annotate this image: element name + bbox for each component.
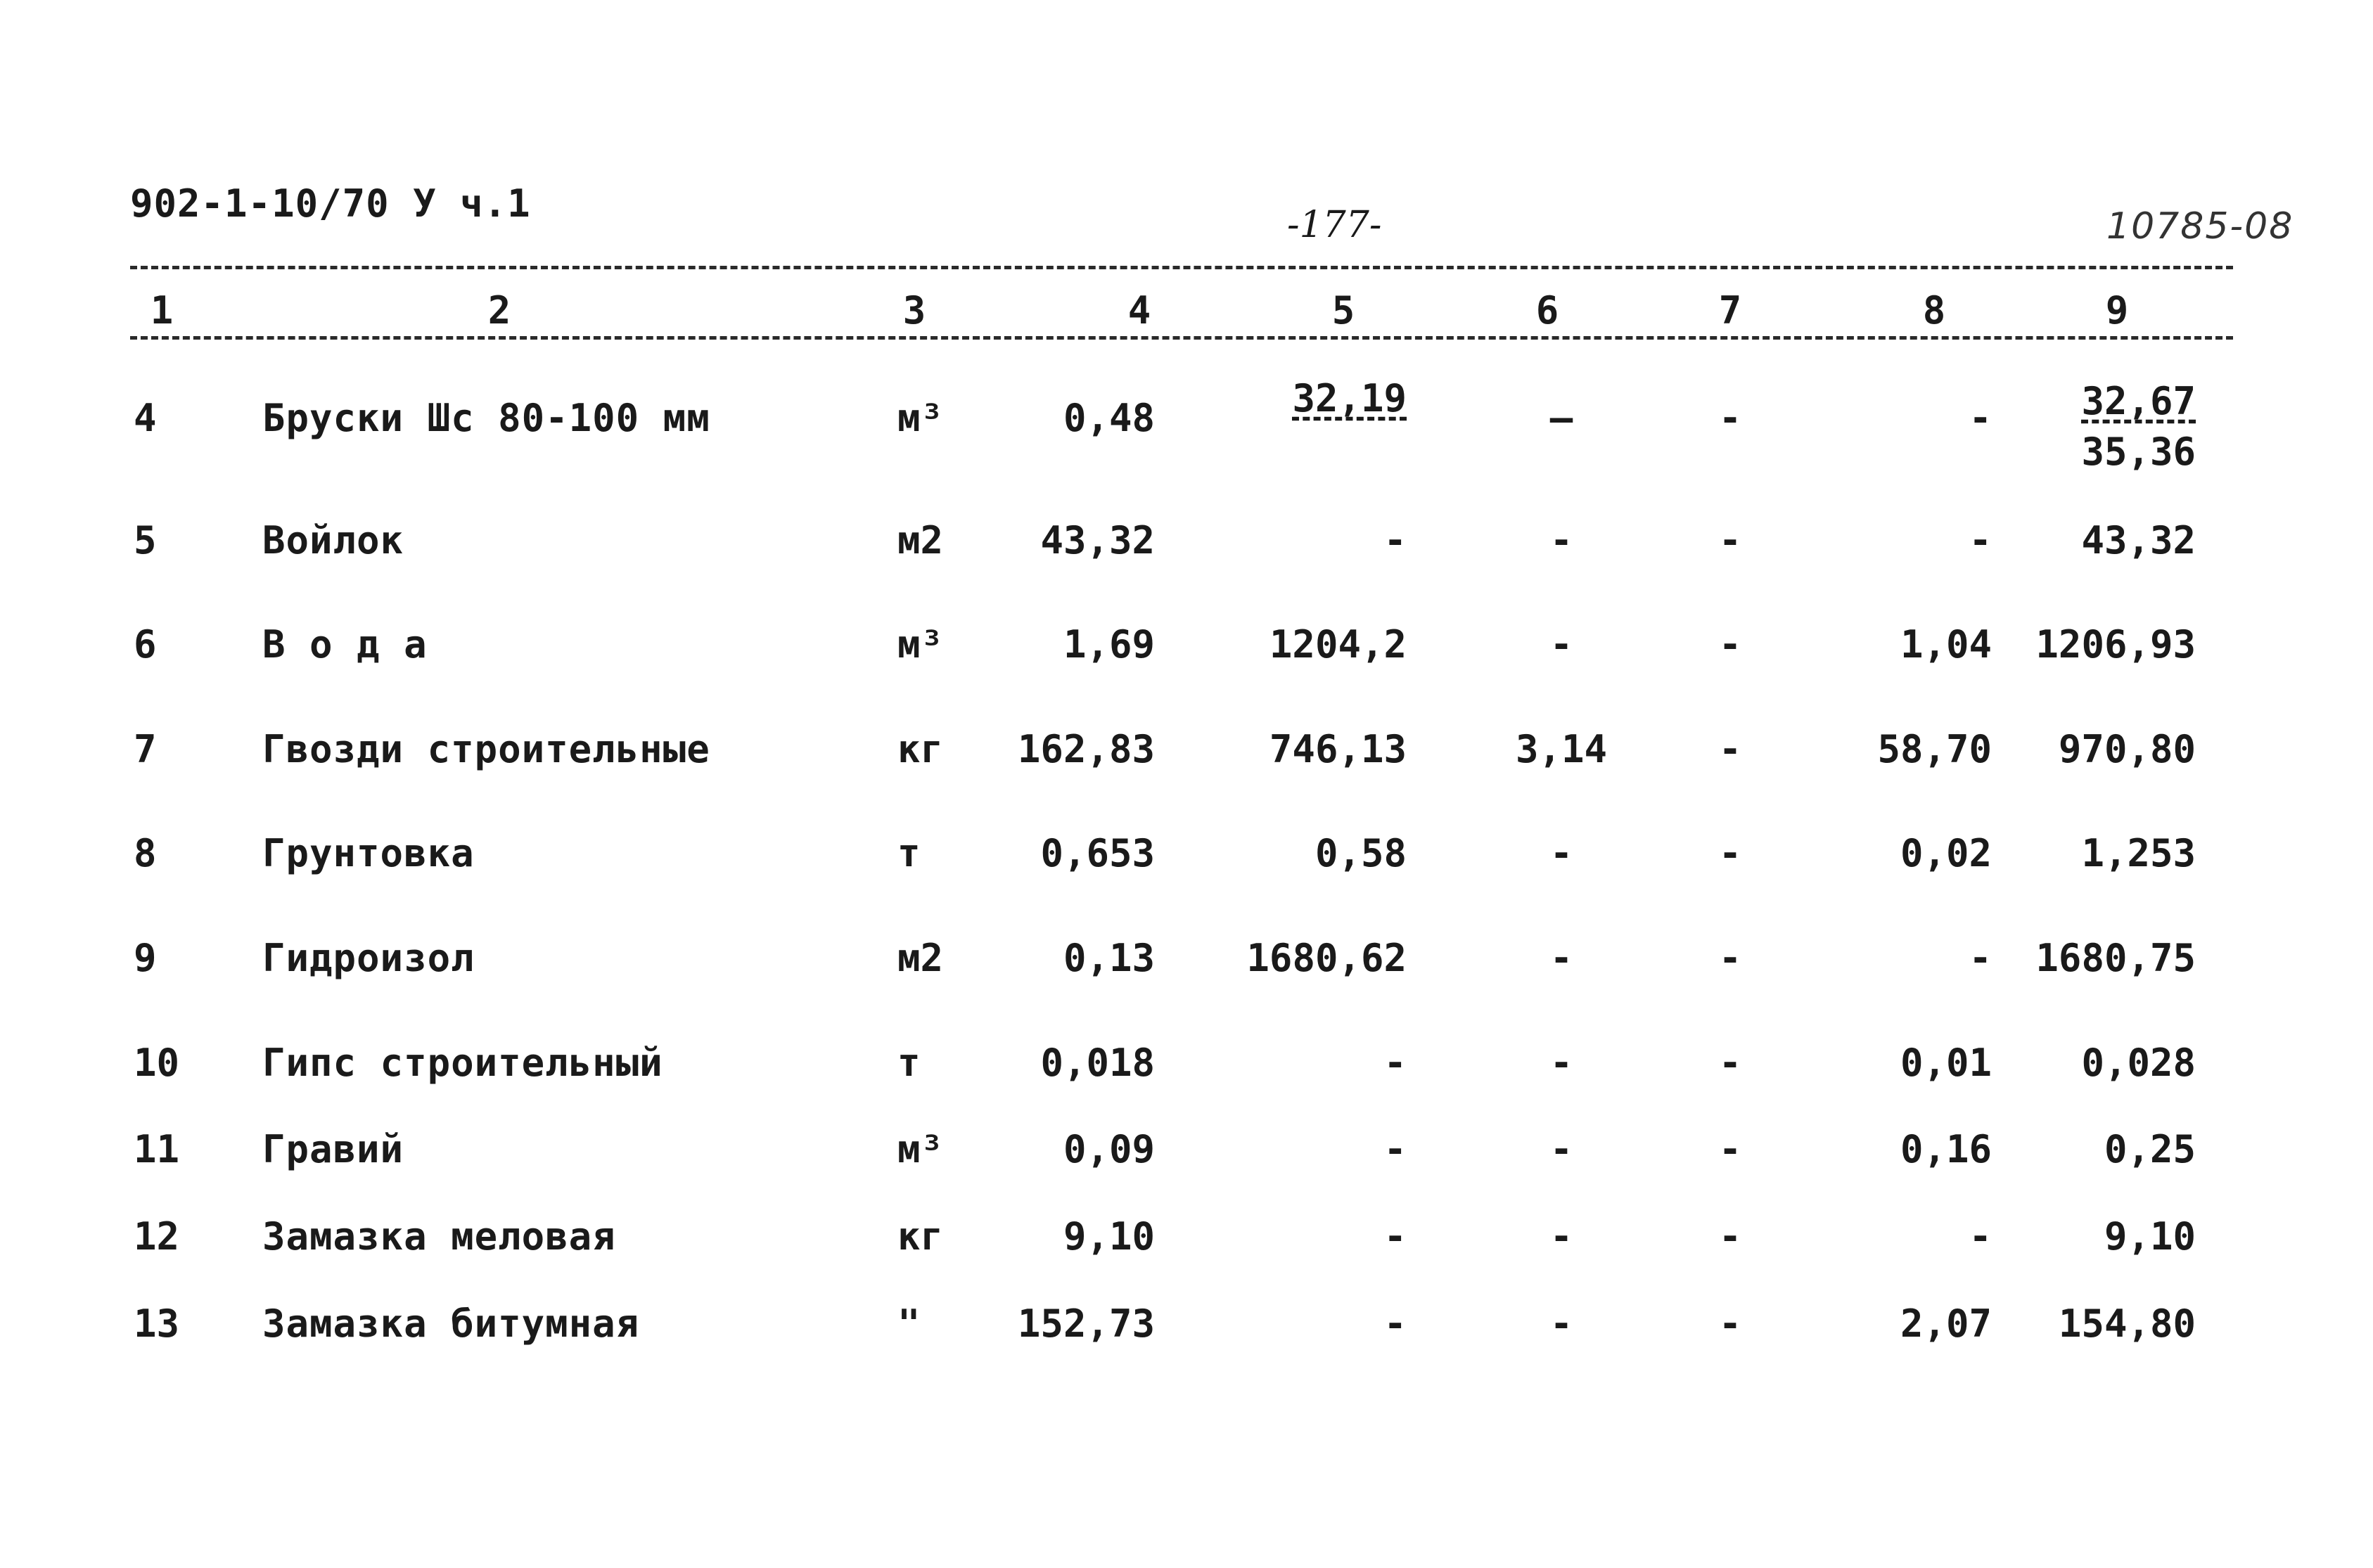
value-col-6: - (1549, 1214, 1573, 1259)
value-col-8: - (1969, 1214, 1992, 1259)
value-col-7: - (1718, 396, 1742, 440)
table-row (0, 727, 2373, 787)
row-number: 12 (134, 1214, 180, 1259)
value-col-5: - (1383, 518, 1407, 563)
header-divider (130, 336, 2233, 340)
column-header-5: 5 (1331, 288, 1355, 333)
material-name: Замазка битумная (262, 1302, 640, 1346)
value-col-9: 1680,75 (2035, 936, 2196, 980)
value-col-8: 0,01 (1900, 1041, 1992, 1085)
column-header-7: 7 (1718, 288, 1742, 333)
material-name: Бруски Шс 80-100 мм (262, 396, 710, 440)
column-header-1: 1 (150, 288, 174, 333)
value-col-9: 970,80 (2058, 727, 2196, 771)
column-header-2: 2 (487, 288, 511, 333)
value-col-7: - (1718, 831, 1742, 875)
table-row (0, 1127, 2373, 1187)
value-col-7: - (1718, 1302, 1742, 1346)
value-col-9: 43,32 (2081, 518, 2196, 563)
value-col-8: 0,16 (1900, 1127, 1992, 1171)
value-col-4: 162,83 (1017, 727, 1155, 771)
value-col-4: 0,48 (1063, 396, 1155, 440)
unit: м2 (897, 936, 944, 980)
value-col-6: - (1549, 1302, 1573, 1346)
unit: м³ (897, 622, 944, 667)
value-col-8: - (1969, 396, 1992, 440)
column-header-8: 8 (1922, 288, 1946, 333)
value-col-4: 0,018 (1040, 1041, 1155, 1085)
value-col-8: - (1969, 936, 1992, 980)
table-row (0, 622, 2373, 682)
value-col-8: 1,04 (1900, 622, 1992, 667)
value-col-8: - (1969, 518, 1992, 563)
value-col-6: - (1549, 1127, 1573, 1171)
unit: т (897, 1041, 921, 1085)
value-col-9: 0,25 (2104, 1127, 2196, 1171)
material-name: Гравий (262, 1127, 404, 1171)
value-col-4: 1,69 (1063, 622, 1155, 667)
value-col-5: - (1383, 1302, 1407, 1346)
value-col-7: - (1718, 936, 1742, 980)
value-col-9: 9,10 (2104, 1214, 2196, 1259)
unit: " (897, 1302, 921, 1346)
value-col-5: - (1383, 1127, 1407, 1171)
table-row (0, 1214, 2373, 1274)
unit: кг (897, 1214, 944, 1259)
value-col-4: 43,32 (1040, 518, 1155, 563)
column-header-9: 9 (2105, 288, 2129, 333)
value-col-7: - (1718, 1127, 1742, 1171)
unit: м³ (897, 1127, 944, 1171)
value-col-7: - (1718, 1214, 1742, 1259)
table-row (0, 1302, 2373, 1361)
value-col-7: - (1718, 727, 1742, 771)
value-col-5: 1204,2 (1269, 622, 1407, 667)
value-col-6: 3,14 (1515, 727, 1608, 771)
value-col-7: - (1718, 518, 1742, 563)
unit: кг (897, 727, 944, 771)
value-col-6: - (1549, 1041, 1573, 1085)
table-row (0, 1041, 2373, 1100)
row-number: 10 (134, 1041, 180, 1085)
value-col-5: - (1383, 1041, 1407, 1085)
column-header-3: 3 (902, 288, 926, 333)
value-col-9: 1,253 (2081, 831, 2196, 875)
column-header-6: 6 (1535, 288, 1559, 333)
value-col-4: 9,10 (1063, 1214, 1155, 1259)
material-name: Замазка меловая (262, 1214, 616, 1259)
value-col-7: - (1718, 1041, 1742, 1085)
value-col-9-second: 35,36 (2081, 430, 2196, 474)
value-col-6: - (1549, 518, 1573, 563)
value-col-5: 746,13 (1269, 727, 1407, 771)
unit: м³ (897, 396, 944, 440)
unit: м2 (897, 518, 944, 563)
material-name: Войлок (262, 518, 404, 563)
value-col-4: 0,13 (1063, 936, 1155, 980)
value-col-9: 32,67 (2081, 379, 2196, 423)
column-header-4: 4 (1127, 288, 1151, 333)
row-number: 7 (134, 727, 157, 771)
row-number: 13 (134, 1302, 180, 1346)
value-col-5: - (1383, 1214, 1407, 1259)
value-col-6: - (1549, 936, 1573, 980)
value-col-8: 2,07 (1900, 1302, 1992, 1346)
table-row (0, 936, 2373, 996)
value-col-5: 32,19 (1292, 376, 1407, 420)
row-number: 5 (134, 518, 157, 563)
value-col-7: - (1718, 622, 1742, 667)
table-row (0, 831, 2373, 891)
unit: т (897, 831, 921, 875)
value-col-8: 58,70 (1877, 727, 1992, 771)
row-number: 11 (134, 1127, 180, 1171)
material-name: Гипс строительный (262, 1041, 663, 1085)
material-name: Грунтовка (262, 831, 475, 875)
value-col-9: 154,80 (2058, 1302, 2196, 1346)
value-col-8: 0,02 (1900, 831, 1992, 875)
value-col-4: 0,653 (1040, 831, 1155, 875)
table-row (0, 376, 2373, 474)
archive-number: 10785-08 (2106, 205, 2294, 248)
value-col-9: 1206,93 (2035, 622, 2196, 667)
material-name: Гвозди строительные (262, 727, 710, 771)
material-name: Гидроизол (262, 936, 475, 980)
value-col-6: — (1549, 396, 1573, 440)
value-col-6: - (1549, 831, 1573, 875)
row-number: 8 (134, 831, 157, 875)
page-number: -177- (1287, 204, 1382, 246)
top-divider (130, 266, 2233, 269)
value-col-4: 152,73 (1017, 1302, 1155, 1346)
row-number: 6 (134, 622, 157, 667)
material-name: В о д а (262, 622, 428, 667)
value-col-6: - (1549, 622, 1573, 667)
table-row (0, 518, 2373, 578)
row-number: 4 (134, 396, 157, 440)
value-col-5: 1680,62 (1246, 936, 1407, 980)
value-col-4: 0,09 (1063, 1127, 1155, 1171)
row-number: 9 (134, 936, 157, 980)
value-col-9: 0,028 (2081, 1041, 2196, 1085)
value-col-5: 0,58 (1315, 831, 1407, 875)
document-code: 902-1-10/70 У ч.1 (130, 181, 531, 226)
